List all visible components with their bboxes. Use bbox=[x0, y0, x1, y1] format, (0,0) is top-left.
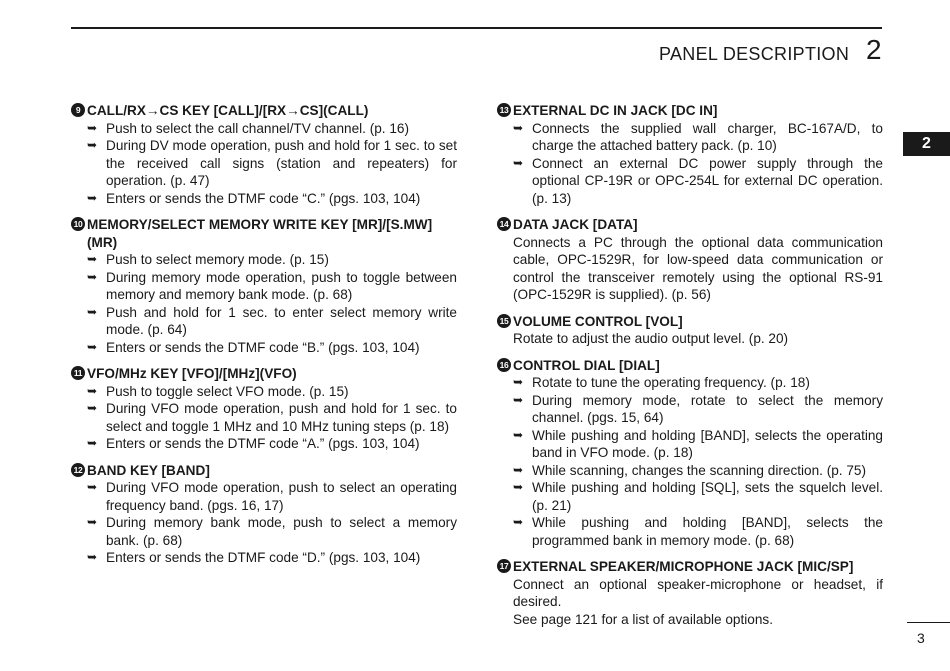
list-item: ➥ Push to toggle select VFO mode. (p. 15) bbox=[87, 383, 349, 399]
section-heading: DATA JACK [DATA] bbox=[513, 217, 638, 232]
item-number-badge: 14 bbox=[497, 217, 511, 231]
list-item: ➥ While scanning, changes the scanning direction. (p. 75) bbox=[513, 462, 866, 478]
right-column bbox=[497, 102, 883, 637]
list-item: ➥ During memory bank mode, push to select a memory bank. (p. 68) bbox=[87, 515, 457, 548]
arrow-bullet-icon: ➥ bbox=[87, 401, 98, 415]
section-heading: CONTROL DIAL [DIAL] bbox=[513, 357, 660, 373]
list-item: ➥ Connect an external DC power supply through the optional CP-19R or OPC-254L for external DC operation. (p. 13) bbox=[513, 155, 883, 206]
section-call-key bbox=[71, 102, 457, 207]
arrow-bullet-icon: ➥ bbox=[513, 427, 524, 442]
list-item: ➥ Enters or sends the DTMF code “A.” (pgs. 103, 104) bbox=[87, 436, 420, 451]
section-heading: VFO/MHz KEY [VFO]/[MHz](VFO) bbox=[87, 366, 297, 381]
section-heading: EXTERNAL SPEAKER/MICROPHONE JACK [MIC/SP] bbox=[513, 559, 854, 574]
list-item: ➥ Connects the supplied wall charger, BC-167A/D, to charge the attached battery pack. (p. 10) bbox=[513, 120, 883, 153]
arrow-bullet-icon: ➥ bbox=[87, 436, 98, 450]
arrow-bullet-icon: ➥ bbox=[87, 550, 98, 564]
arrow-bullet-icon: ➥ bbox=[87, 383, 98, 398]
section-heading: VOLUME CONTROL [VOL] bbox=[513, 313, 683, 329]
section-body-note: See page 121 for a list of available options. bbox=[513, 611, 773, 627]
item-number-badge: 11 bbox=[71, 366, 85, 380]
arrow-bullet-icon: ➥ bbox=[87, 339, 98, 354]
arrow-bullet-icon: ➥ bbox=[513, 155, 524, 170]
arrow-bullet-icon: ➥ bbox=[87, 269, 98, 284]
arrow-bullet-icon: ➥ bbox=[87, 138, 98, 152]
arrow-bullet-icon: ➥ bbox=[513, 392, 524, 407]
list-item: ➥ Push to select memory mode. (p. 15) bbox=[87, 252, 329, 267]
list-item: ➥ While pushing and holding [BAND], selects the programmed bank in memory mode. (p. 68) bbox=[513, 515, 883, 548]
section-vfo-key bbox=[71, 365, 457, 453]
section-mic-sp-jack bbox=[497, 558, 883, 628]
section-volume-control bbox=[497, 313, 883, 348]
list-item: ➥ While pushing and holding [SQL], sets the squelch level. (p. 21) bbox=[513, 480, 883, 513]
section-heading: CALL/RX→CS KEY [CALL]/[RX→CS](CALL) bbox=[87, 103, 369, 118]
item-number-badge: 15 bbox=[497, 314, 511, 328]
arrow-bullet-icon: ➥ bbox=[87, 252, 98, 266]
page-number-rule bbox=[907, 622, 950, 623]
section-heading: MEMORY/SELECT MEMORY WRITE KEY [MR]/[S.MW](MR) bbox=[87, 217, 433, 250]
arrow-bullet-icon: ➥ bbox=[513, 375, 524, 389]
arrow-bullet-icon: ➥ bbox=[87, 480, 98, 494]
left-column bbox=[71, 102, 457, 576]
chapter-tab: 2 bbox=[903, 132, 950, 156]
chapter-number: 2 bbox=[866, 34, 882, 65]
item-number-badge: 16 bbox=[497, 358, 511, 372]
list-item: ➥ Enters or sends the DTMF code “D.” (pgs. 103, 104) bbox=[87, 550, 421, 565]
header-rule bbox=[71, 27, 882, 29]
list-item: ➥ Enters or sends the DTMF code “B.” (pgs. 103, 104) bbox=[87, 339, 420, 355]
item-number-badge: 12 bbox=[71, 463, 85, 477]
section-band-key bbox=[71, 462, 457, 567]
arrow-bullet-icon: ➥ bbox=[513, 462, 524, 477]
section-heading: EXTERNAL DC IN JACK [DC IN] bbox=[513, 103, 718, 118]
section-body: Rotate to adjust the audio output level. (p. 20) bbox=[513, 331, 789, 346]
list-item: ➥ During VFO mode operation, push and hold for 1 sec. to select and toggle 1 MHz and 10 MHz tuning steps (p. 18) bbox=[87, 401, 457, 434]
list-item: ➥ Enters or sends the DTMF code “C.” (pgs. 103, 104) bbox=[87, 190, 421, 206]
list-item: ➥ Push to select the call channel/TV channel. (p. 16) bbox=[87, 120, 410, 136]
item-number-badge: 13 bbox=[497, 103, 511, 117]
arrow-bullet-icon: ➥ bbox=[513, 120, 524, 135]
section-dc-in-jack bbox=[497, 102, 883, 207]
arrow-bullet-icon: ➥ bbox=[87, 190, 98, 205]
section-data-jack bbox=[497, 216, 883, 304]
list-item: ➥ During VFO mode operation, push to select an operating frequency band. (pgs. 16, 17) bbox=[87, 480, 457, 513]
section-body: Connect an optional speaker-microphone or headset, if desired. bbox=[513, 576, 883, 609]
list-item: ➥ Push and hold for 1 sec. to enter select memory write mode. (p. 64) bbox=[87, 304, 457, 337]
item-number-badge: 17 bbox=[497, 559, 511, 573]
section-control-dial bbox=[497, 357, 883, 550]
section-memory-key bbox=[71, 216, 457, 356]
arrow-bullet-icon: ➥ bbox=[513, 480, 524, 494]
list-item: ➥ During memory mode, rotate to select the memory channel. (pgs. 15, 64) bbox=[513, 392, 883, 425]
arrow-bullet-icon: ➥ bbox=[87, 515, 98, 529]
section-body: Connects a PC through the optional data communication cable, OPC-1529R, for low-speed data communication or control the transceiver remotely using the optional RS-91 (OPC-1529R is supplied). (p. 56) bbox=[513, 234, 883, 302]
page-number: 3 bbox=[917, 630, 925, 646]
section-heading: BAND KEY [BAND] bbox=[87, 462, 210, 478]
item-number-badge: 10 bbox=[71, 217, 85, 231]
list-item: ➥ Rotate to tune the operating frequency. (p. 18) bbox=[513, 375, 810, 390]
list-item: ➥ During memory mode operation, push to toggle between memory and memory bank mode. (p. 68) bbox=[87, 269, 457, 302]
list-item: ➥ During DV mode operation, push and hold for 1 sec. to set the received call signs (station and repeaters) for operation. (p. 47) bbox=[87, 138, 457, 188]
item-number-badge: 9 bbox=[71, 103, 85, 117]
arrow-bullet-icon: ➥ bbox=[87, 120, 98, 135]
list-item: ➥ While pushing and holding [BAND], selects the operating band in VFO mode. (p. 18) bbox=[513, 427, 883, 460]
arrow-bullet-icon: ➥ bbox=[513, 515, 524, 529]
arrow-bullet-icon: ➥ bbox=[87, 304, 98, 319]
section-title: PANEL DESCRIPTION bbox=[659, 44, 850, 64]
